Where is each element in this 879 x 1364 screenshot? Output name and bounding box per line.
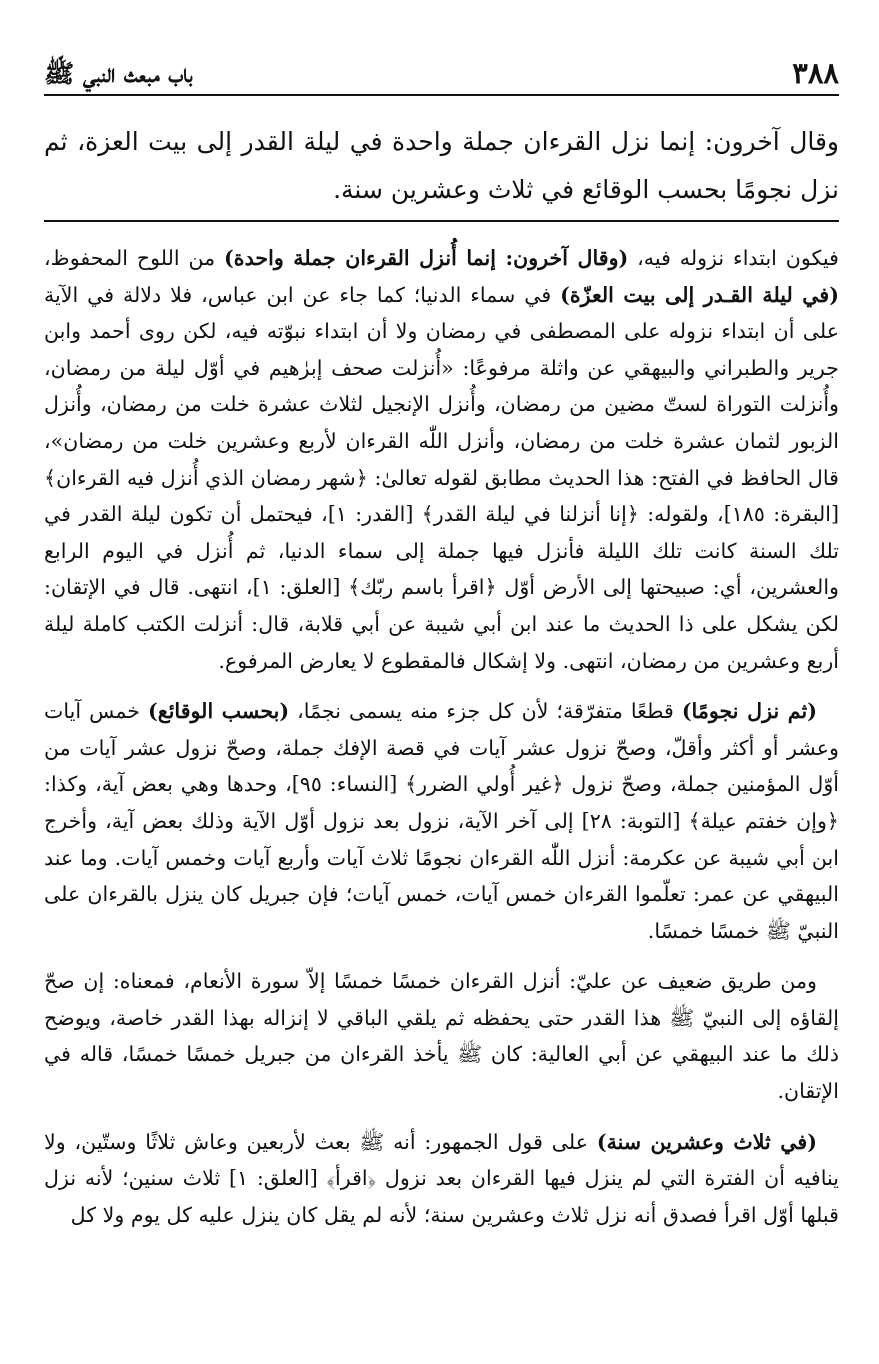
page-number: ٣٨٨ — [792, 56, 839, 90]
text-run: قطعًا متفرّقة؛ لأن كل جزء منه يسمى نجمًا، — [289, 699, 682, 724]
commentary-paragraph-4 — [44, 1124, 839, 1234]
text-run: من اللوح المحفوظ، — [44, 246, 225, 270]
page-header — [44, 44, 839, 96]
commentary-paragraph-2 — [44, 693, 839, 949]
matn-text: وقال آخرون: إنما نزل القرءان جملة واحدة في ليلة القدر إلى بيت العزة، ثم نزل نجومًا بحسب الوقائع في ثلاث وعشرين سنة. — [44, 127, 839, 204]
text-run: على قول الجمهور: أنه ﷺ بعث لأربعين وعاش ثلاثًا وستّين، ولا ينافيه أن الفترة التي لم ينزل فيها القرءان بعد نزول ﴿اقرأ﴾ [العلق: ١] ثلاث سنين؛ لأنه نزل قبلها أوّل اقرأ فصدق أنه نزل ثلاث وعشرين سنة؛ لأنه لم يقل كان ينزل عليه كل يوم ولا كل — [44, 1129, 840, 1227]
quoted-matn: (ثم نزل نجومًا) — [681, 699, 817, 724]
matn-divider — [44, 220, 839, 222]
quoted-matn: (وقال آخرون: إنما أُنزل القرءان جملة واحدة) — [224, 246, 629, 270]
quoted-matn: (في ليلة القـدر إلى بيت العزّة) — [560, 282, 839, 307]
text-run: في سماء الدنيا؛ كما جاء عن ابن عباس، فلا دلالة في الآية على أن ابتداء نزوله على المصطفى في رمضان ولا أن ابتداء نبوّته فيه، لكن روى أحمد وابن جرير والطبراني والبيهقي عن واثلة مرفوعًا: «أُنزلت صحف إبرٰهيم في أوّل ليلة من رمضان، وأُنزلت التوراة لستّ مضين من رمضان، وأُنزل الإنجيل لثلاث عشرة خلت من رمضان، وأُنزل الزبور لثمان عشرة خلت من رمضان، وأنزل اللّٰه القرءان لأربع وعشرين خلت من رمضان»، قال الحافظ في الفتح: هذا الحديث مطابق لقوله تعالىٰ: ﴿شهر رمضان الذي أُنزل فيه القرءان﴾ [البقرة: ١٨٥]، ولقوله: ﴿إنا أنزلنا في ليلة القدر﴾ [القدر: ١]، فيحتمل أن تكون ليلة القدر في تلك السنة كانت تلك الليلة فأنزل فيها جملة إلى سماء الدنيا، ثم أُنزل في اليوم الرابع والعشرين، أي: صبيحتها إلى الأرض أوّل ﴿اقرأ باسم ربّك﴾ [العلق: ١]، انتهى. قال في الإتقان: لكن يشكل على ذا الحديث ما عند ابن أبي شيبة عن أبي قلابة، قال: أنزلت الكتب كاملة ليلة أربع وعشرين من رمضان، انتهى. ولا إشكال فالمقطوع لا يعارض المرفوع. — [44, 282, 839, 673]
text-run: فيكون ابتداء نزوله فيه، — [628, 246, 839, 270]
chapter-title: باب مبعث النبي ﷺ — [44, 59, 193, 88]
commentary-paragraph-1 — [44, 240, 839, 679]
text-run: خمس آيات وعشر أو أكثر وأقلّ، وصحّ نزول عشر آيات في قصة الإفك جملة، وصحّ نزول عشر آيات من أوّل المؤمنين جملة، وصحّ نزول ﴿غير أُولي الضرر﴾ [النساء: ٩٥]، وحدها وهي بعض آية، وكذا: ﴿وإن خفتم عيلة﴾ [التوبة: ٢٨] إلى آخر الآية، نزول بعد نزول أوّل الآية وذلك بعض آية، وأخرج ابن أبي شيبة عن عكرمة: أنزل اللّٰه القرءان نجومًا ثلاث آيات وأربع آيات وخمس آيات. وما عند البيهقي عن عمر: تعلّموا القرءان خمس آيات، خمس آيات؛ فإن جبريل كان ينزل بالقرءان على النبيّ ﷺ خمسًا خمسًا. — [44, 699, 839, 943]
commentary-paragraph-3: ومن طريق ضعيف عن عليّ: أنزل القرءان خمسًا خمسًا إلاّ سورة الأنعام، فمعناه: إن صحّ إلقاؤه إلى النبيّ ﷺ هذا القدر حتى يحفظه ثم يلقي الباقي لا إنزاله بهذا القدر خاصة، ويوضح ذلك ما عند البيهقي عن أبي العالية: كان ﷺ يأخذ القرءان من جبريل خمسًا خمسًا، قاله في الإتقان. — [44, 969, 839, 1104]
commentary — [44, 240, 839, 1247]
quoted-matn: (بحسب الوقائع) — [147, 699, 290, 724]
quoted-matn: (في ثلاث وعشرين سنة) — [596, 1129, 817, 1154]
